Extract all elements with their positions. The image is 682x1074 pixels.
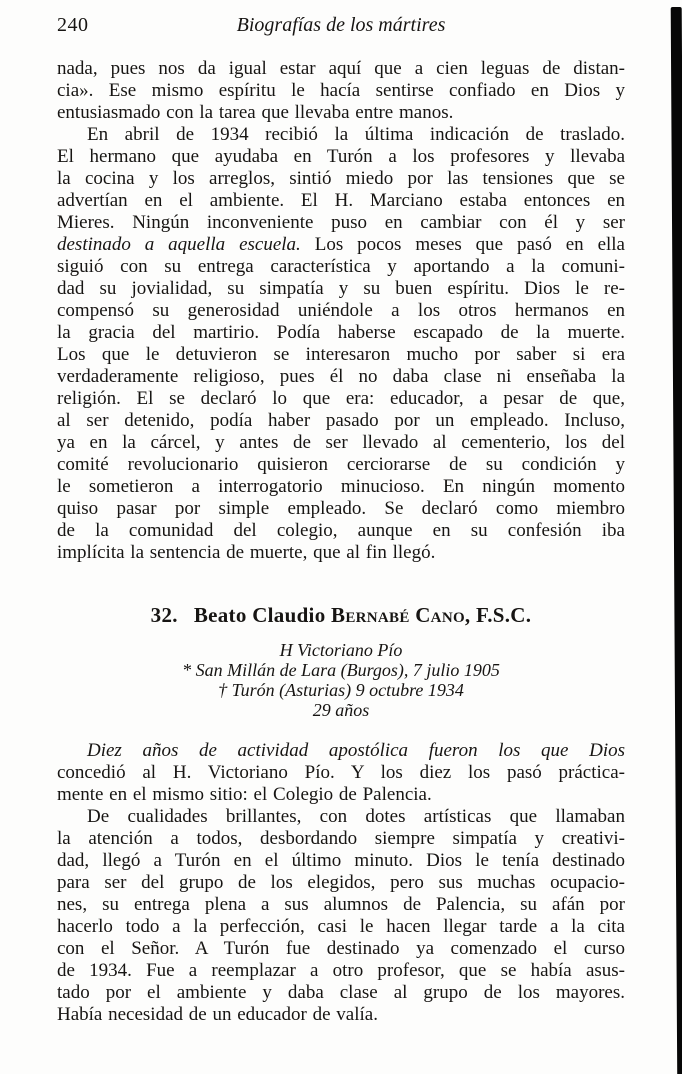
text-line: nada, pues nos da igual estar aquí que a cien leguas de distan- <box>57 58 625 79</box>
vita-religious-name: H Victoriano Pío <box>279 640 403 660</box>
text-line: El hermano que ayudaba en Turón a los profesores y llevaba <box>57 146 625 167</box>
text-line: nes, su entrega plena a sus alumnos de Palencia, su afán por <box>57 894 625 915</box>
text-line: para ser del grupo de los elegidos, pero sus muchas ocupacio- <box>57 872 625 893</box>
text-line: de 1934. Fue a reemplazar a otro profesor, que se había asus- <box>57 960 625 981</box>
text-line: De cualidades brillantes, con dotes artísticas que llamaban <box>87 806 625 827</box>
text-line: advertían en el ambiente. El H. Marciano estaba entonces en <box>57 190 625 211</box>
paragraph <box>57 806 625 1026</box>
text-line: verdaderamente religioso, pues él no daba clase ni enseñaba la <box>57 366 625 387</box>
text-line: le sometieron a interrogatorio minucioso. En ningún momento <box>57 476 625 497</box>
text-line: compensó su generosidad uniéndole a los otros hermanos en <box>57 300 625 321</box>
text-line: dad, llegó a Turón en el último minuto. Dios le tenía destinado <box>57 850 625 871</box>
text-line: entusiasmado con la tarea que llevaba entre manos. <box>57 102 454 123</box>
text-line: Mieres. Ningún inconveniente puso en cambiar con él y ser <box>57 212 625 233</box>
section-title-after: , F.S.C. <box>464 603 532 627</box>
paragraph <box>57 58 625 124</box>
text-line: al ser detenido, podía haber pasado por un empleado. Incluso, <box>57 410 625 431</box>
scan-edge-shadow <box>671 7 682 1074</box>
text-line: En abril de 1934 recibió la última indicación de traslado. <box>87 124 625 145</box>
text-line: de la comunidad del colegio, aunque en su confesión iba <box>57 520 625 541</box>
text-line: hacerlo todo a la perfección, casi le hacen llegar tarde a la cita <box>57 916 625 937</box>
text-line: comité revolucionario quisieron cerciorarse de su condición y <box>57 454 625 475</box>
text-column <box>57 13 625 1026</box>
text-line: mente en el mismo sitio: el Colegio de Palencia. <box>57 784 432 805</box>
text-line: siguió con su entrega característica y aportando a la comuni- <box>57 256 625 277</box>
section-title <box>194 603 532 627</box>
text-line: con el Señor. A Turón fue destinado ya comenzado el curso <box>57 938 625 959</box>
section-number: 32. <box>150 603 178 627</box>
text-line: Diez años de actividad apostólica fueron los que Dios <box>87 740 625 761</box>
vita-death-line: † Turón (Asturias) 9 octubre 1934 <box>218 680 464 700</box>
section-heading <box>57 602 625 628</box>
text-line: la cocina y los arreglos, sintió miedo por las tensiones que se <box>57 168 625 189</box>
text-line: quiso pasar por simple empleado. Se declaró como miembro <box>57 498 625 519</box>
running-title: Biografías de los mártires <box>236 14 446 36</box>
text-line: concedió al H. Victoriano Pío. Y los diez los pasó práctica- <box>57 762 625 783</box>
text-line: implícita la sentencia de muerte, que al fin llegó. <box>57 542 436 563</box>
text-line: dad su jovialidad, su simpatía y su buen espíritu. Dios le re- <box>57 278 625 299</box>
text-line: tado por el ambiente y daba clase al grupo de los mayores. <box>57 982 625 1003</box>
vita-birth-line: * San Millán de Lara (Burgos), 7 julio 1905 <box>182 660 500 680</box>
running-header <box>57 13 625 37</box>
page-number: 240 <box>57 14 89 36</box>
section-title-surname: Bernabé Cano <box>331 603 465 627</box>
text-line: la gracia del martirio. Podía haberse escapado de la muerte. <box>57 322 625 343</box>
text-line: ya en la cárcel, y antes de ser llevado al cementerio, los del <box>57 432 625 453</box>
text-line: cia». Ese mismo espíritu le hacía sentirse confiado en Dios y <box>57 80 625 101</box>
text-line: religión. El se declaró lo que era: educador, a pesar de que, <box>57 388 625 409</box>
text-line: Los que le detuvieron se interesaron mucho por saber si era <box>57 344 625 365</box>
section-title-before: Beato Claudio <box>193 603 332 627</box>
text-line: la atención a todos, desbordando siempre simpatía y creativi- <box>57 828 625 849</box>
vita-age-line: 29 años <box>312 700 370 720</box>
vita-block <box>57 640 625 720</box>
paragraph <box>57 124 625 564</box>
body-text-bottom <box>57 740 625 1026</box>
text-line: Había necesidad de un educador de valía. <box>57 1004 378 1025</box>
paragraph <box>57 740 625 806</box>
body-text-top <box>57 58 625 564</box>
text-line: destinado a aquella escuela. Los pocos meses que pasó en ella <box>57 234 625 255</box>
